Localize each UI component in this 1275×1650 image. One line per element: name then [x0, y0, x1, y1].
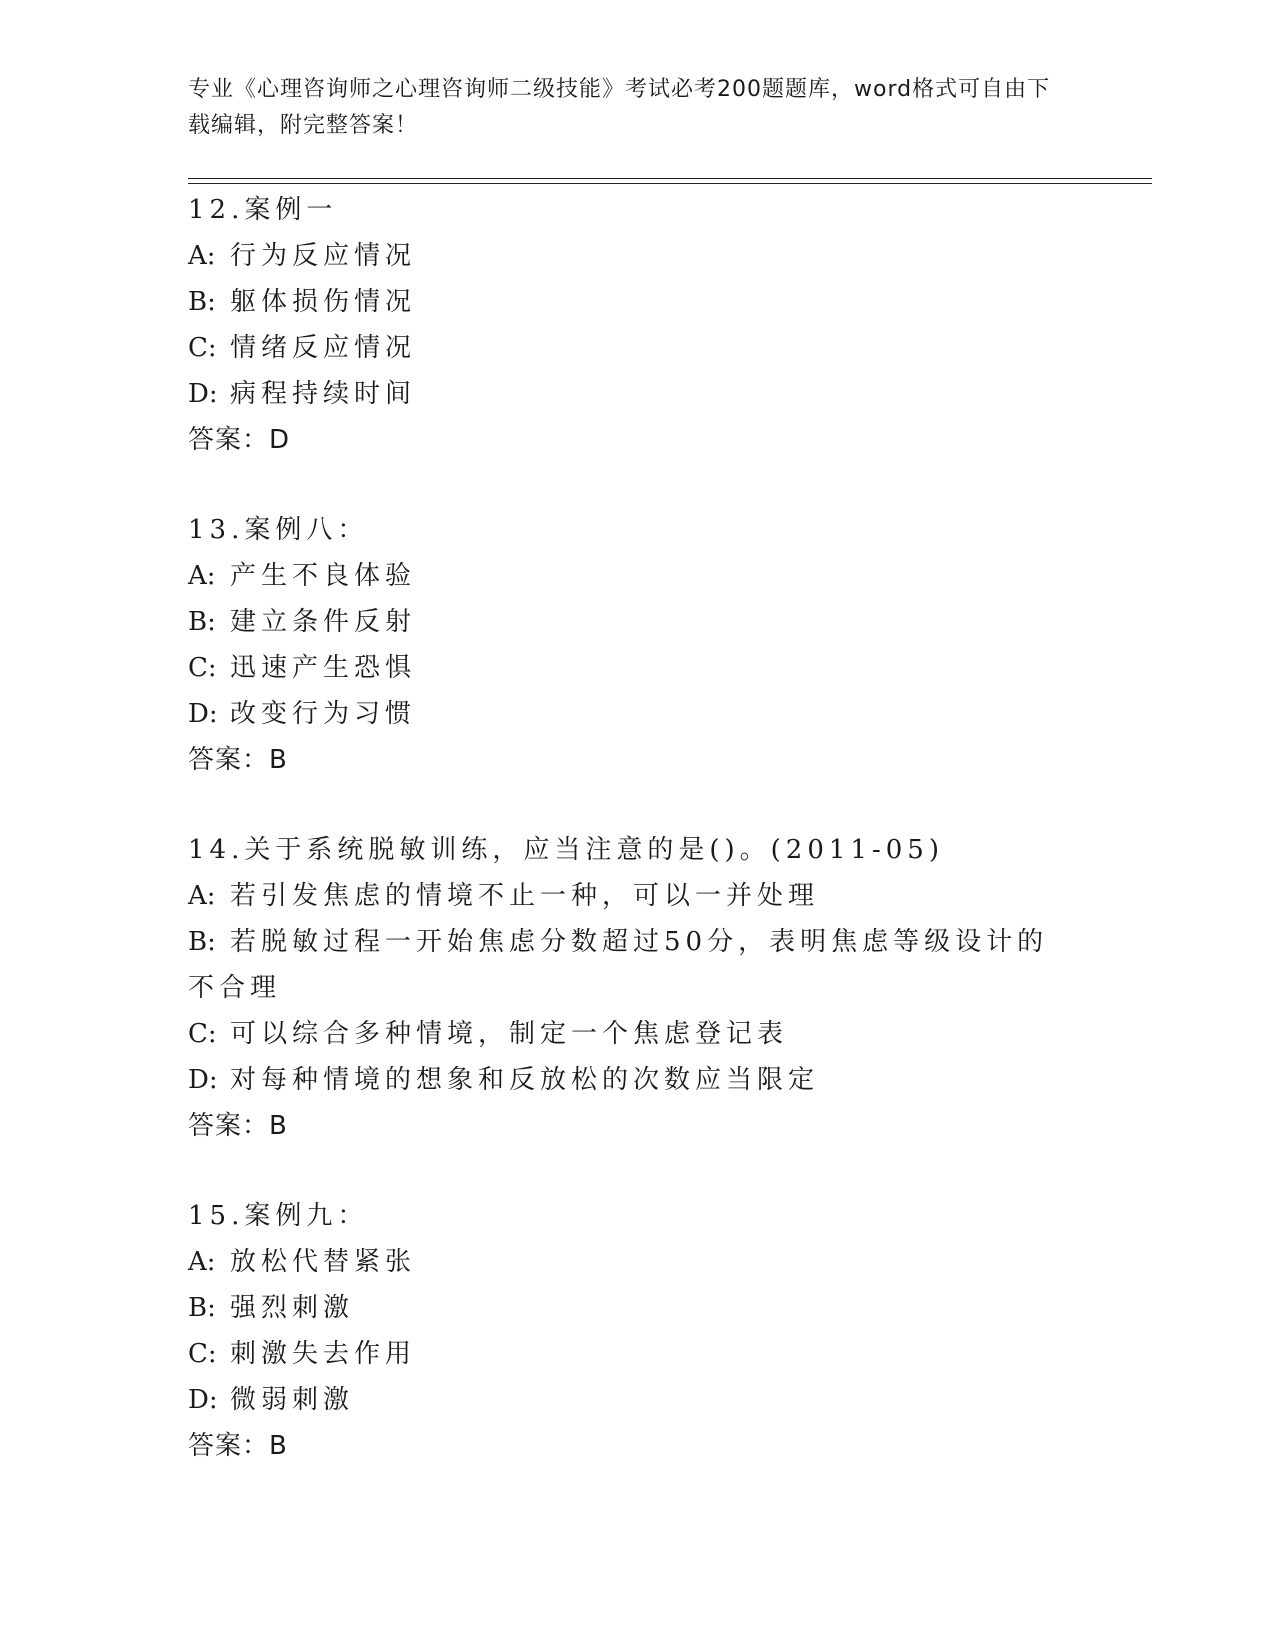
- option-text: 改变行为习惯: [230, 699, 417, 729]
- option-c: [188, 645, 1088, 691]
- option-letter: D:: [188, 379, 218, 409]
- option-letter: A:: [188, 241, 216, 271]
- option-letter: B:: [188, 287, 216, 317]
- question-stem: 12.案例一: [188, 195, 338, 225]
- option-text: 行为反应情况: [230, 241, 417, 271]
- option-c: [188, 1331, 1088, 1377]
- option-c: [188, 325, 1088, 371]
- option-letter: A:: [188, 561, 216, 591]
- option-letter: B:: [188, 927, 216, 957]
- option-text: 产生不良体验: [230, 561, 417, 591]
- option-text: 情绪反应情况: [230, 333, 417, 363]
- option-b: [188, 1285, 1088, 1331]
- question-15: [188, 1193, 1088, 1469]
- option-text: 病程持续时间: [230, 379, 417, 409]
- answer-line: 答案：B: [188, 1431, 288, 1461]
- option-a: [188, 233, 1088, 279]
- header-divider-bottom: [188, 183, 1152, 184]
- option-text: 刺激失去作用: [230, 1339, 417, 1369]
- option-letter: C:: [188, 1019, 217, 1049]
- option-b: [188, 919, 1068, 1011]
- option-letter: C:: [188, 333, 217, 363]
- option-letter: D:: [188, 699, 218, 729]
- document-intro: 专业《心理咨询师之心理咨询师二级技能》考试必考200题题库，word格式可自由下载编辑，附完整答案！: [188, 77, 1051, 138]
- option-text: 若引发焦虑的情境不止一种，可以一并处理: [230, 881, 820, 911]
- option-text: 躯体损伤情况: [230, 287, 417, 317]
- option-d: [188, 371, 1088, 417]
- question-12: [188, 187, 1088, 463]
- question-list: [188, 187, 1088, 1513]
- option-letter: B:: [188, 607, 216, 637]
- option-a: [188, 873, 1088, 919]
- option-text: 建立条件反射: [230, 607, 417, 637]
- option-b: [188, 599, 1088, 645]
- question-stem: 13.案例八：: [188, 515, 369, 545]
- option-letter: A:: [188, 881, 216, 911]
- answer-line: 答案：D: [188, 425, 291, 455]
- option-text: 强烈刺激: [230, 1293, 355, 1323]
- option-letter: D:: [188, 1065, 218, 1095]
- answer-line: 答案：B: [188, 745, 288, 775]
- option-d: [188, 691, 1088, 737]
- option-letter: B:: [188, 1293, 216, 1323]
- option-a: [188, 1239, 1088, 1285]
- option-a: [188, 553, 1088, 599]
- option-text: 对每种情境的想象和反放松的次数应当限定: [230, 1065, 820, 1095]
- question-stem: 15.案例九：: [188, 1201, 369, 1231]
- question-13: [188, 507, 1088, 783]
- option-letter: D:: [188, 1385, 218, 1415]
- option-c: [188, 1011, 1088, 1057]
- answer-line: 答案：B: [188, 1111, 288, 1141]
- question-14: [188, 827, 1088, 1149]
- option-text: 迅速产生恐惧: [230, 653, 417, 683]
- option-text: 放松代替紧张: [230, 1247, 417, 1277]
- option-letter: C:: [188, 1339, 217, 1369]
- option-text: 微弱刺激: [230, 1385, 355, 1415]
- question-stem: 14.关于系统脱敏训练，应当注意的是()。(2011-05): [188, 835, 944, 865]
- option-d: [188, 1377, 1088, 1423]
- option-text: 若脱敏过程一开始焦虑分数超过50分，表明焦虑等级设计的不合理: [188, 927, 1049, 1003]
- header-divider-top: [188, 178, 1152, 179]
- option-letter: A:: [188, 1247, 216, 1277]
- option-letter: C:: [188, 653, 217, 683]
- option-b: [188, 279, 1088, 325]
- option-d: [188, 1057, 1088, 1103]
- option-text: 可以综合多种情境，制定一个焦虑登记表: [230, 1019, 789, 1049]
